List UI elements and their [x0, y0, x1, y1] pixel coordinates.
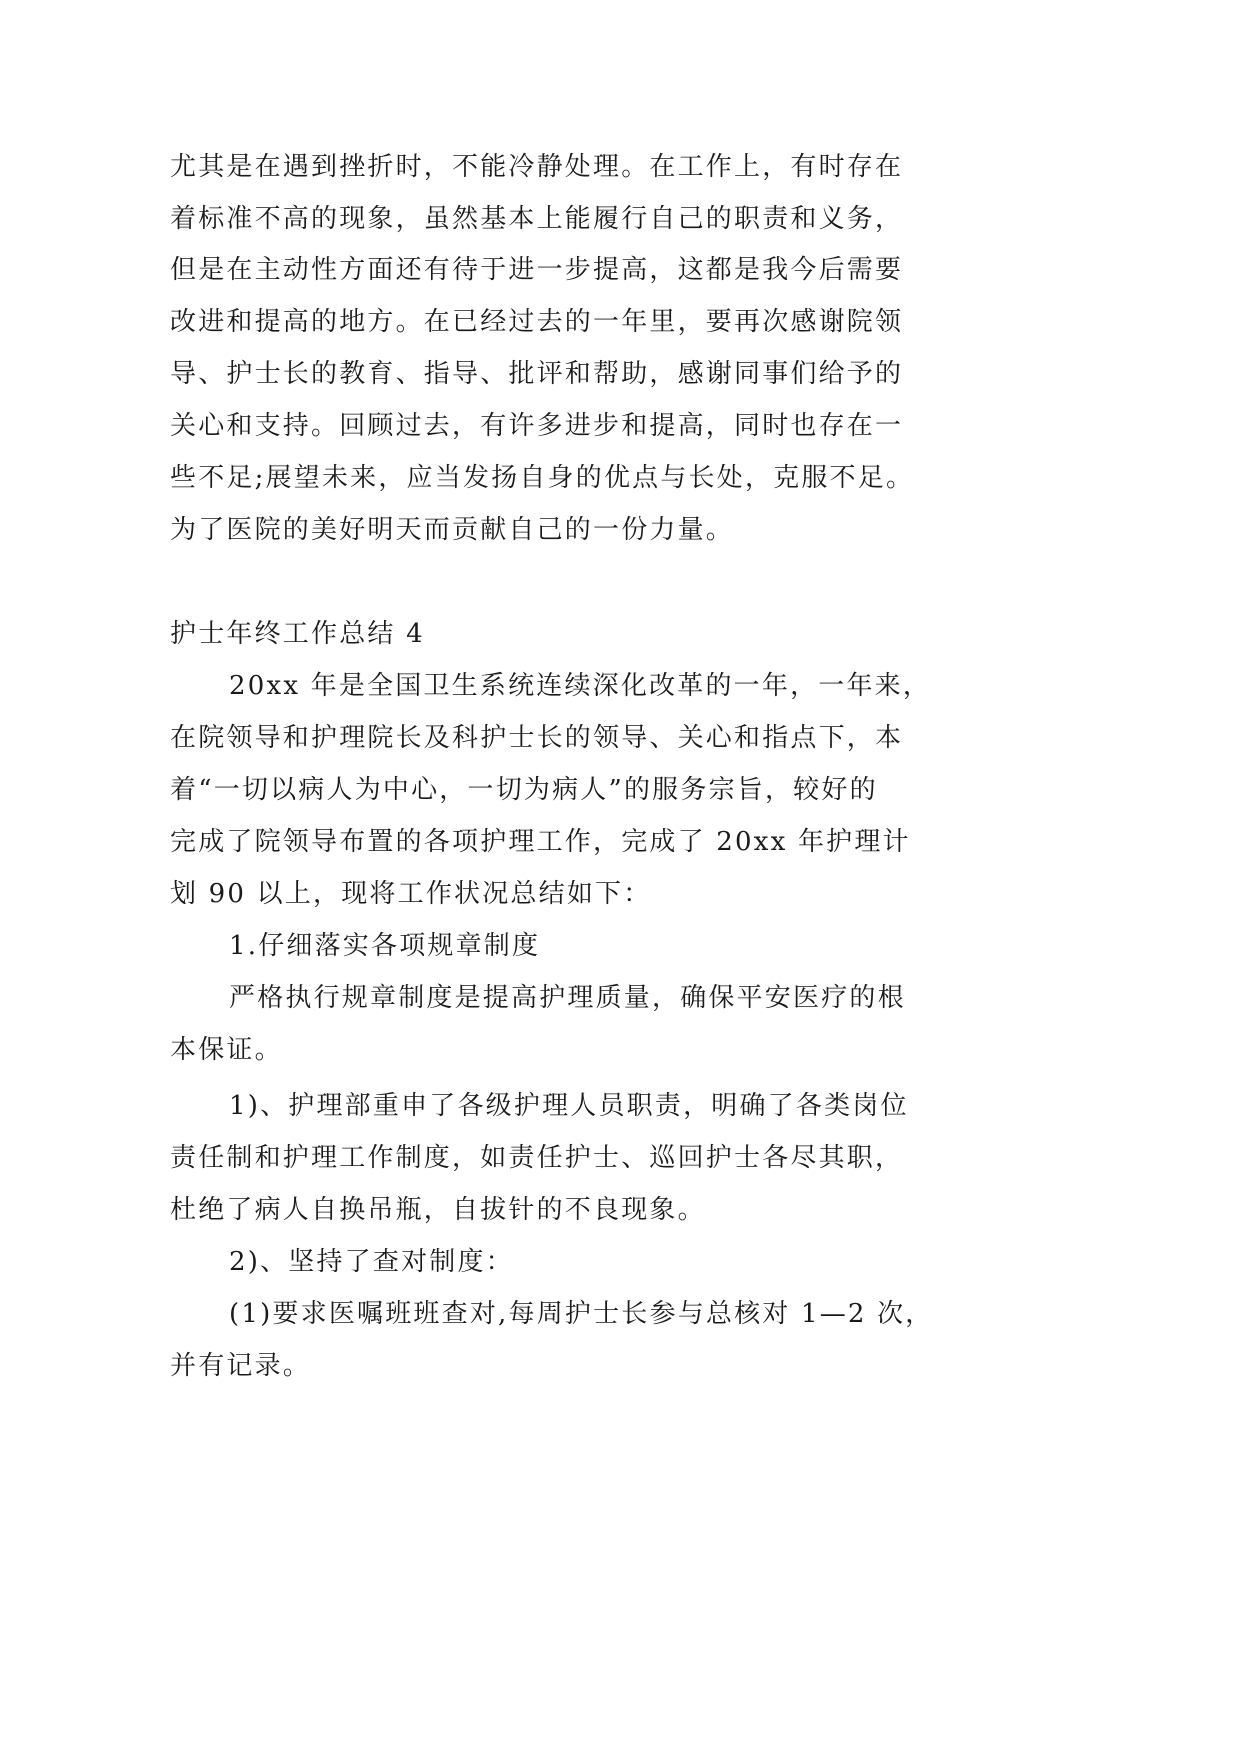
paragraph-line: 为了医院的美好明天而贡献自己的一份力量。	[170, 515, 735, 545]
paragraph-line: 关心和支持。回顾过去，有许多进步和提高，同时也存在一	[170, 411, 904, 441]
paragraph-line: 导、护士长的教育、指导、批评和帮助，感谢同事们给予的	[170, 359, 904, 389]
paragraph-line: 20xx 年是全国卫生系统连续深化改革的一年，一年来，	[229, 671, 932, 701]
paragraph-line: 划 90 以上，现将工作状况总结如下：	[170, 879, 652, 909]
paragraph-line: 些不足;展望未来，应当发扬自身的优点与长处，克服不足。	[170, 463, 915, 493]
list-item-title: 1.仔细落实各项规章制度	[229, 931, 541, 961]
paragraph-line: 严格执行规章制度是提高护理质量，确保平安医疗的根	[229, 983, 906, 1013]
paragraph-line: 在院领导和护理院长及科护士长的领导、关心和指点下，本	[170, 723, 904, 753]
paragraph-line: 责任制和护理工作制度，如责任护士、巡回护士各尽其职，	[170, 1143, 904, 1173]
paragraph-line: 完成了院领导布置的各项护理工作，完成了 20xx 年护理计	[170, 827, 911, 857]
paragraph-line: 杜绝了病人自换吊瓶，自拔针的不良现象。	[170, 1195, 706, 1225]
paragraph-line: 并有记录。	[170, 1351, 312, 1381]
paragraph-line: 着“一切以病人为中心，一切为病人”的服务宗旨，较好的	[170, 775, 878, 805]
paragraph-line: 本保证。	[170, 1035, 283, 1065]
list-item-title: 2)、坚持了查对制度：	[229, 1247, 514, 1277]
section-heading: 护士年终工作总结 4	[170, 619, 425, 649]
paragraph-line: 1)、护理部重申了各级护理人员职责，明确了各类岗位	[229, 1091, 909, 1121]
paragraph-line: 改进和提高的地方。在已经过去的一年里，要再次感谢院领	[170, 307, 904, 337]
paragraph-line: 尤其是在遇到挫折时，不能冷静处理。在工作上，有时存在	[170, 152, 904, 182]
paragraph-line: 着标准不高的现象，虽然基本上能履行自己的职责和义务，	[170, 204, 904, 234]
paragraph-line: (1)要求医嘱班班查对,每周护士长参与总核对 1—2 次，	[229, 1299, 934, 1329]
paragraph-line: 但是在主动性方面还有待于进一步提高，这都是我今后需要	[170, 255, 904, 285]
